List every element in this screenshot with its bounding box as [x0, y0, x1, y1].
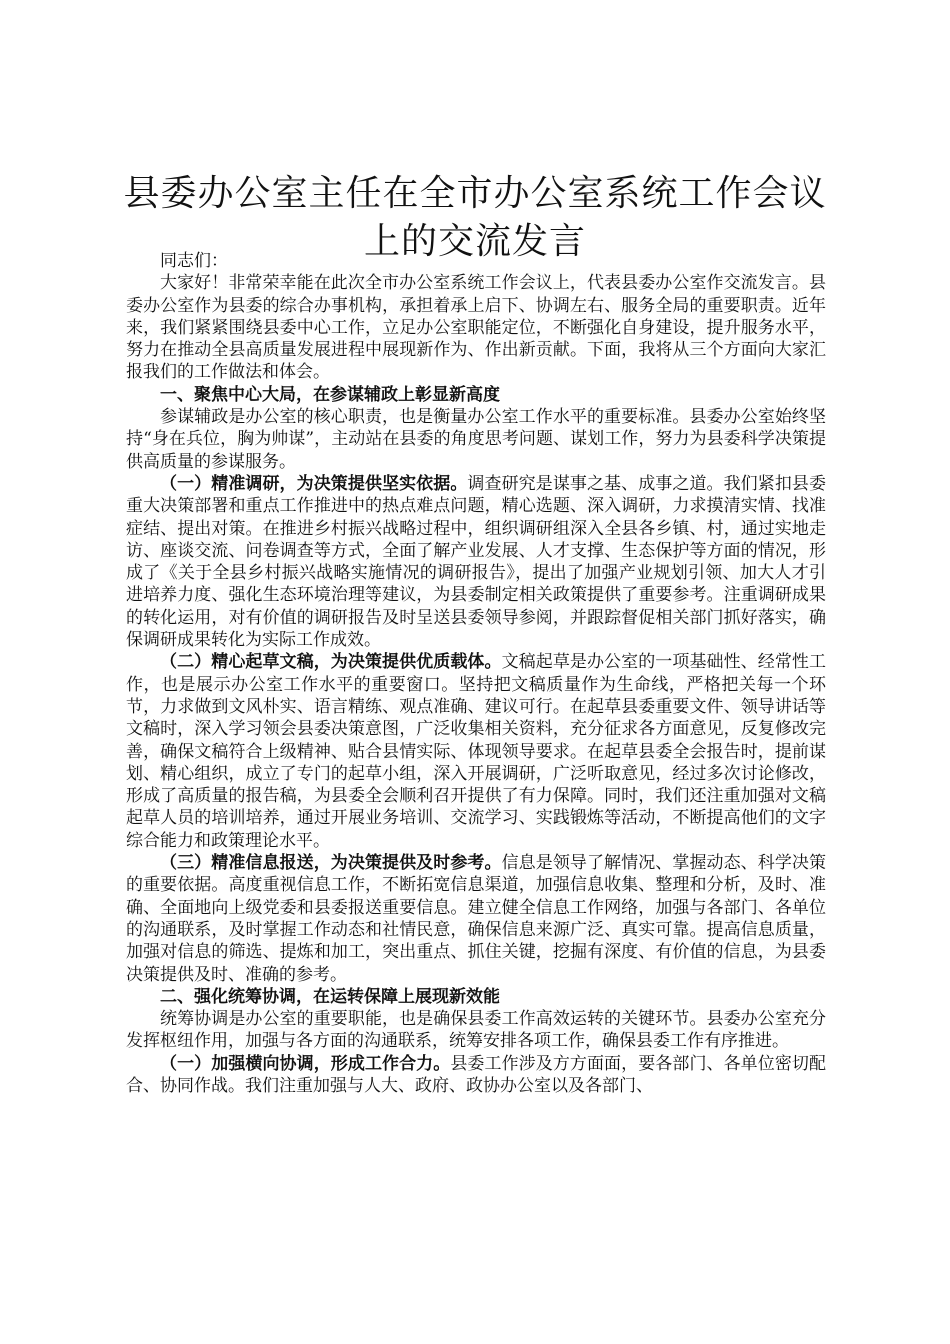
section-1-item-1-text: 调查研究是谋事之基、成事之道。我们紧扣县委重大决策部署和重点工作推进中的热点难点问题，精心选题、深入调研，力求摸清实情、找准症结、提出对策。在推进乡村振兴战略过程中，组织调研组深入全县各乡镇、村，通过实地走访、座谈交流、问卷调查等方式，全面了解产业发展、人才支撑、生态保护等方面的情况，形成了《关于全县乡村振兴战略实施情况的调研报告》，提出了加强产业规划引领、加大人才引进培养力度、强化生态环境治理等建议，为县委制定相关政策提供了重要参考。注重调研成果的转化运用，对有价值的调研报告及时呈送县委领导参阅，并跟踪督促相关部门抓好落实，确保调研成果转化为实际工作成效。 — [126, 473, 827, 651]
section-1-item-3-text: 信息是领导了解情况、掌握动态、科学决策的重要依据。高度重视信息工作，不断拓宽信息渠道，加强信息收集、整理和分析，及时、准确、全面地向上级党委和县委报送重要信息。建立健全信息工作网络，加强与各部门、各单位的沟通联系，及时掌握工作动态和社情民意，确保信息来源广泛、真实可靠。提高信息质量，加强对信息的筛选、提炼和加工，突出重点、抓住关键，挖掘有深度、有价值的信息，为县委决策提供及时、准确的参考。 — [126, 853, 826, 985]
section-2-item-1 — [126, 1053, 826, 1098]
section-1-heading: 一、聚焦中心大局，在参谋辅政上彰显新高度 — [160, 384, 500, 405]
section-1-item-2 — [126, 651, 826, 852]
section-1-item-2-title: （二）精心起草文稿，为决策提供优质载体。 — [160, 652, 502, 673]
section-2-heading: 二、强化统筹协调，在运转保障上展现新效能 — [160, 986, 500, 1007]
salutation: 同志们： — [160, 251, 228, 271]
section-1-lead: 参谋辅政是办公室的核心职责，也是衡量办公室工作水平的重要标准。县委办公室始终坚持“身在兵位，胸为帅谋”，主动站在县委的角度思考问题、谋划工作，努力为县委科学决策提供高质量的参谋服务。 — [126, 407, 826, 472]
section-1-item-2-text: 文稿起草是办公室的一项基础性、经常性工作，也是展示办公室工作水平的重要窗口。坚持把文稿质量作为生命线，严格把关每一个环节，力求做到文风朴实、语言精练、观点准确、建议可行。在起草县委重要文件、领导讲话等文稿时，深入学习领会县委决策意图，广泛收集相关资料，充分征求各方面意见，反复修改完善，确保文稿符合上级精神、贴合县情实际、体现领导要求。在起草县委全会报告时，提前谋划、精心组织，成立了专门的起草小组，深入开展调研，广泛听取意见，经过多次讨论修改，形成了高质量的报告稿，为县委全会顺利召开提供了有力保障。同时，我们还注重加强对文稿起草人员的培训培养，通过开展业务培训、交流学习、实践锻炼等活动，不断提高他们的文字综合能力和政策理论水平。 — [126, 652, 826, 851]
intro-paragraph: 大家好！非常荣幸能在此次全市办公室系统工作会议上，代表县委办公室作交流发言。县委办公室作为县委的综合办事机构，承担着承上启下、协调左右、服务全局的重要职责。近年来，我们紧紧围绕县委中心工作，立足办公室职能定位，不断强化自身建设，提升服务水平，努力在推动全县高质量发展进程中展现新作为、作出新贡献。下面，我将从三个方面向大家汇报我们的工作做法和体会。 — [126, 273, 826, 383]
section-2-lead: 统筹协调是办公室的重要职能，也是确保县委工作高效运转的关键环节。县委办公室充分发挥枢纽作用，加强与各方面的沟通联系，统筹安排各项工作，确保县委工作有序推进。 — [126, 1009, 826, 1052]
section-1-item-1 — [126, 473, 826, 651]
section-2-item-1-text: 县委工作涉及方方面面，要各部门、各单位密切配合、协同作战。我们注重加强与人大、政府、政协办公室以及各部门、 — [126, 1053, 827, 1096]
section-1-item-3-title: （三）精准信息报送，为决策提供及时参考。 — [160, 853, 502, 874]
section-1-item-1-title: （一）精准调研，为决策提供坚实依据。 — [160, 473, 468, 494]
section-2-item-1-title: （一）加强横向协调，形成工作合力。 — [160, 1053, 451, 1074]
section-1-item-3 — [126, 852, 826, 986]
document-title: 县委办公室主任在全市办公室系统工作会议上的交流发言 — [123, 173, 827, 262]
document-body — [126, 250, 826, 1097]
